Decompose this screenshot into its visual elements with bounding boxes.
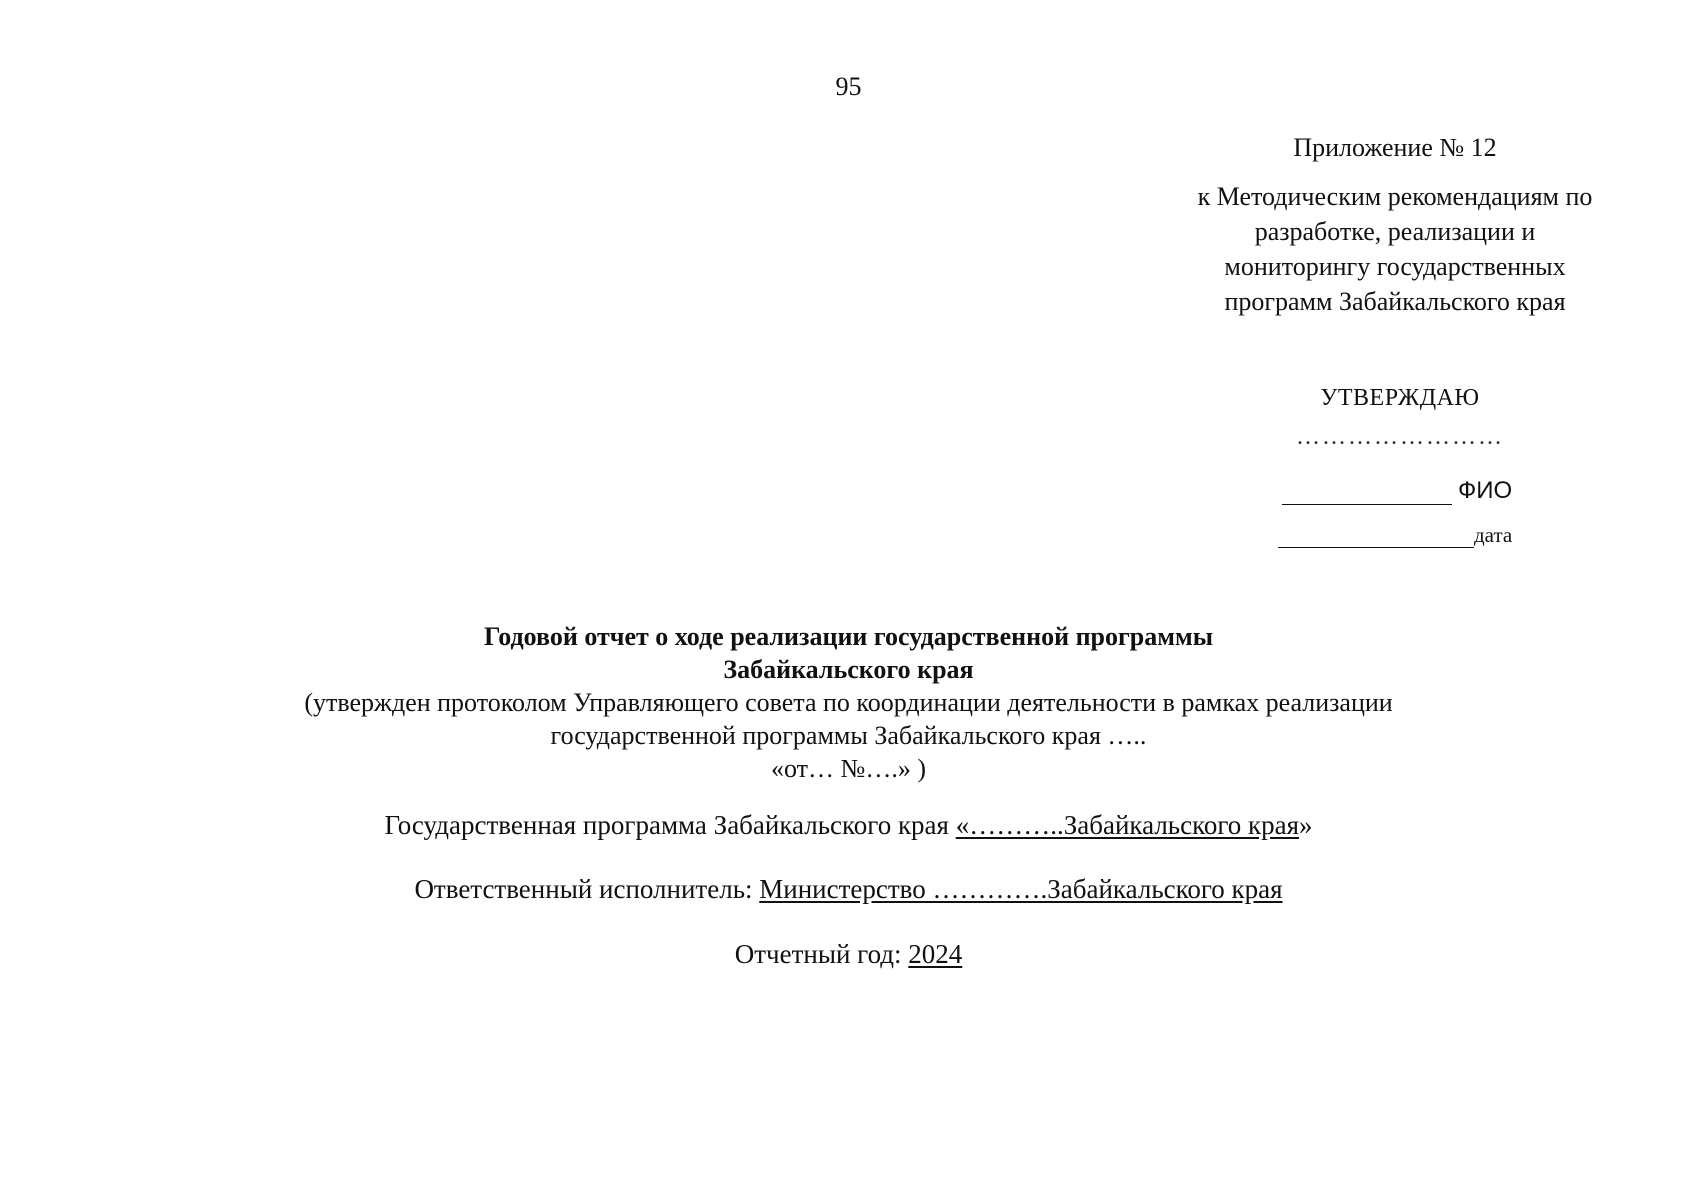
report-title-line2: Забайкальского края [723,655,974,684]
report-subtitle-line2: государственной программы Забайкальского края ….. [550,721,1147,750]
appendix-block [1150,130,1640,319]
appendix-line: к Методическим рекомендациям по [1197,182,1593,211]
report-title: Годовой отчет о ходе реализации государственной программы [484,622,1213,651]
signature-line [1282,477,1512,505]
approval-position-placeholder: …………………… [1296,424,1504,450]
date-underline [1278,527,1474,548]
signature-label: ФИО [1458,477,1513,504]
appendix-line: мониторингу государственных [1224,252,1566,281]
report-title-block [0,620,1697,785]
appendix-line: программ Забайкальского края [1224,287,1566,316]
program-value: «………..Забайкальского края [955,810,1300,840]
approval-heading: УТВЕРЖДАЮ [1320,385,1480,411]
signature-underline [1282,482,1452,505]
program-label: Государственная программа Забайкальского края [384,810,956,840]
year-value: 2024 [908,939,963,969]
approval-block [1180,385,1620,547]
date-label: дата [1474,523,1513,547]
executor-line [0,874,1697,905]
report-subtitle-line3: «от… №….» ) [771,754,926,783]
program-line [0,810,1697,841]
executor-value: Министерство ………….Забайкальского края [759,874,1283,904]
year-label: Отчетный год: [734,939,909,969]
year-line [0,939,1697,970]
appendix-line: разработке, реализации и [1254,217,1536,246]
appendix-title: Приложение № 12 [1293,133,1497,162]
executor-label: Ответственный исполнитель: [414,874,760,904]
page-number: 95 [835,72,862,101]
program-suffix: » [1299,810,1313,840]
report-subtitle: (утвержден протоколом Управляющего совета по координации деятельности в рамках реализации [304,688,1393,717]
date-line [1278,523,1512,548]
